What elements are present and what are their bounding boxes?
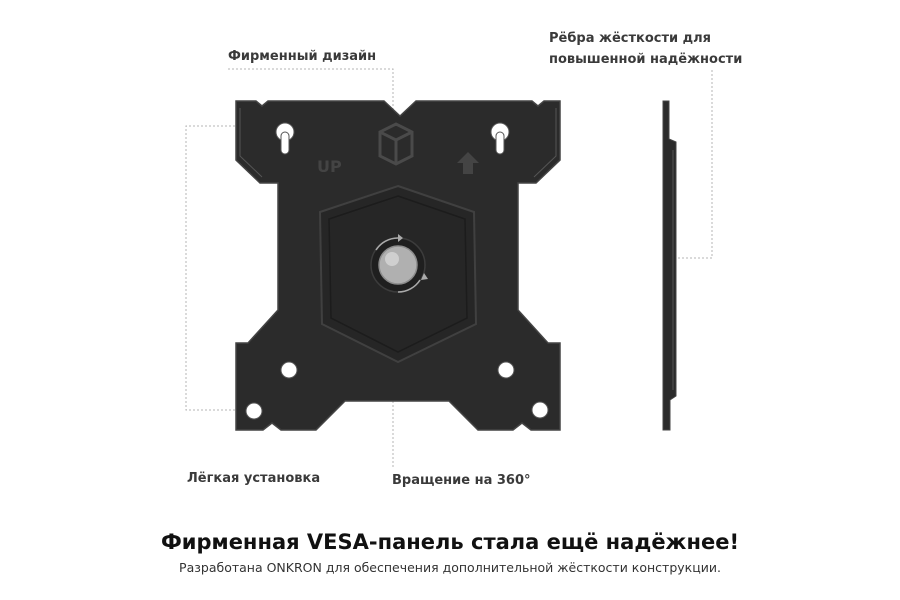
hole-corner-right bbox=[532, 402, 548, 418]
vesa-plate-side bbox=[663, 101, 676, 430]
side-profile bbox=[663, 101, 676, 430]
up-marking: UP bbox=[317, 157, 342, 176]
callout-design: Фирменный дизайн bbox=[228, 49, 377, 64]
vesa-plate-front bbox=[236, 101, 560, 430]
hole-corner-left bbox=[246, 403, 262, 419]
callout-ribs-line-1: Рёбра жёсткости для bbox=[549, 31, 712, 46]
callout-install: Лёгкая установка bbox=[187, 471, 321, 486]
headline: Фирменная VESA-панель стала ещё надёжнее! bbox=[160, 530, 740, 554]
knob bbox=[379, 246, 417, 284]
hole-inner-right bbox=[498, 362, 514, 378]
knob-shine bbox=[385, 252, 399, 266]
callout-ribs bbox=[549, 28, 742, 70]
subline: Разработана ONKRON для обеспечения дополнительной жёсткости конструкции. bbox=[179, 560, 721, 575]
callout-rotation: Вращение на 360° bbox=[392, 473, 531, 488]
hole-inner-left bbox=[281, 362, 297, 378]
callout-ribs-line-2: повышенной надёжности bbox=[549, 52, 743, 67]
leader-line-ribs bbox=[676, 70, 712, 258]
